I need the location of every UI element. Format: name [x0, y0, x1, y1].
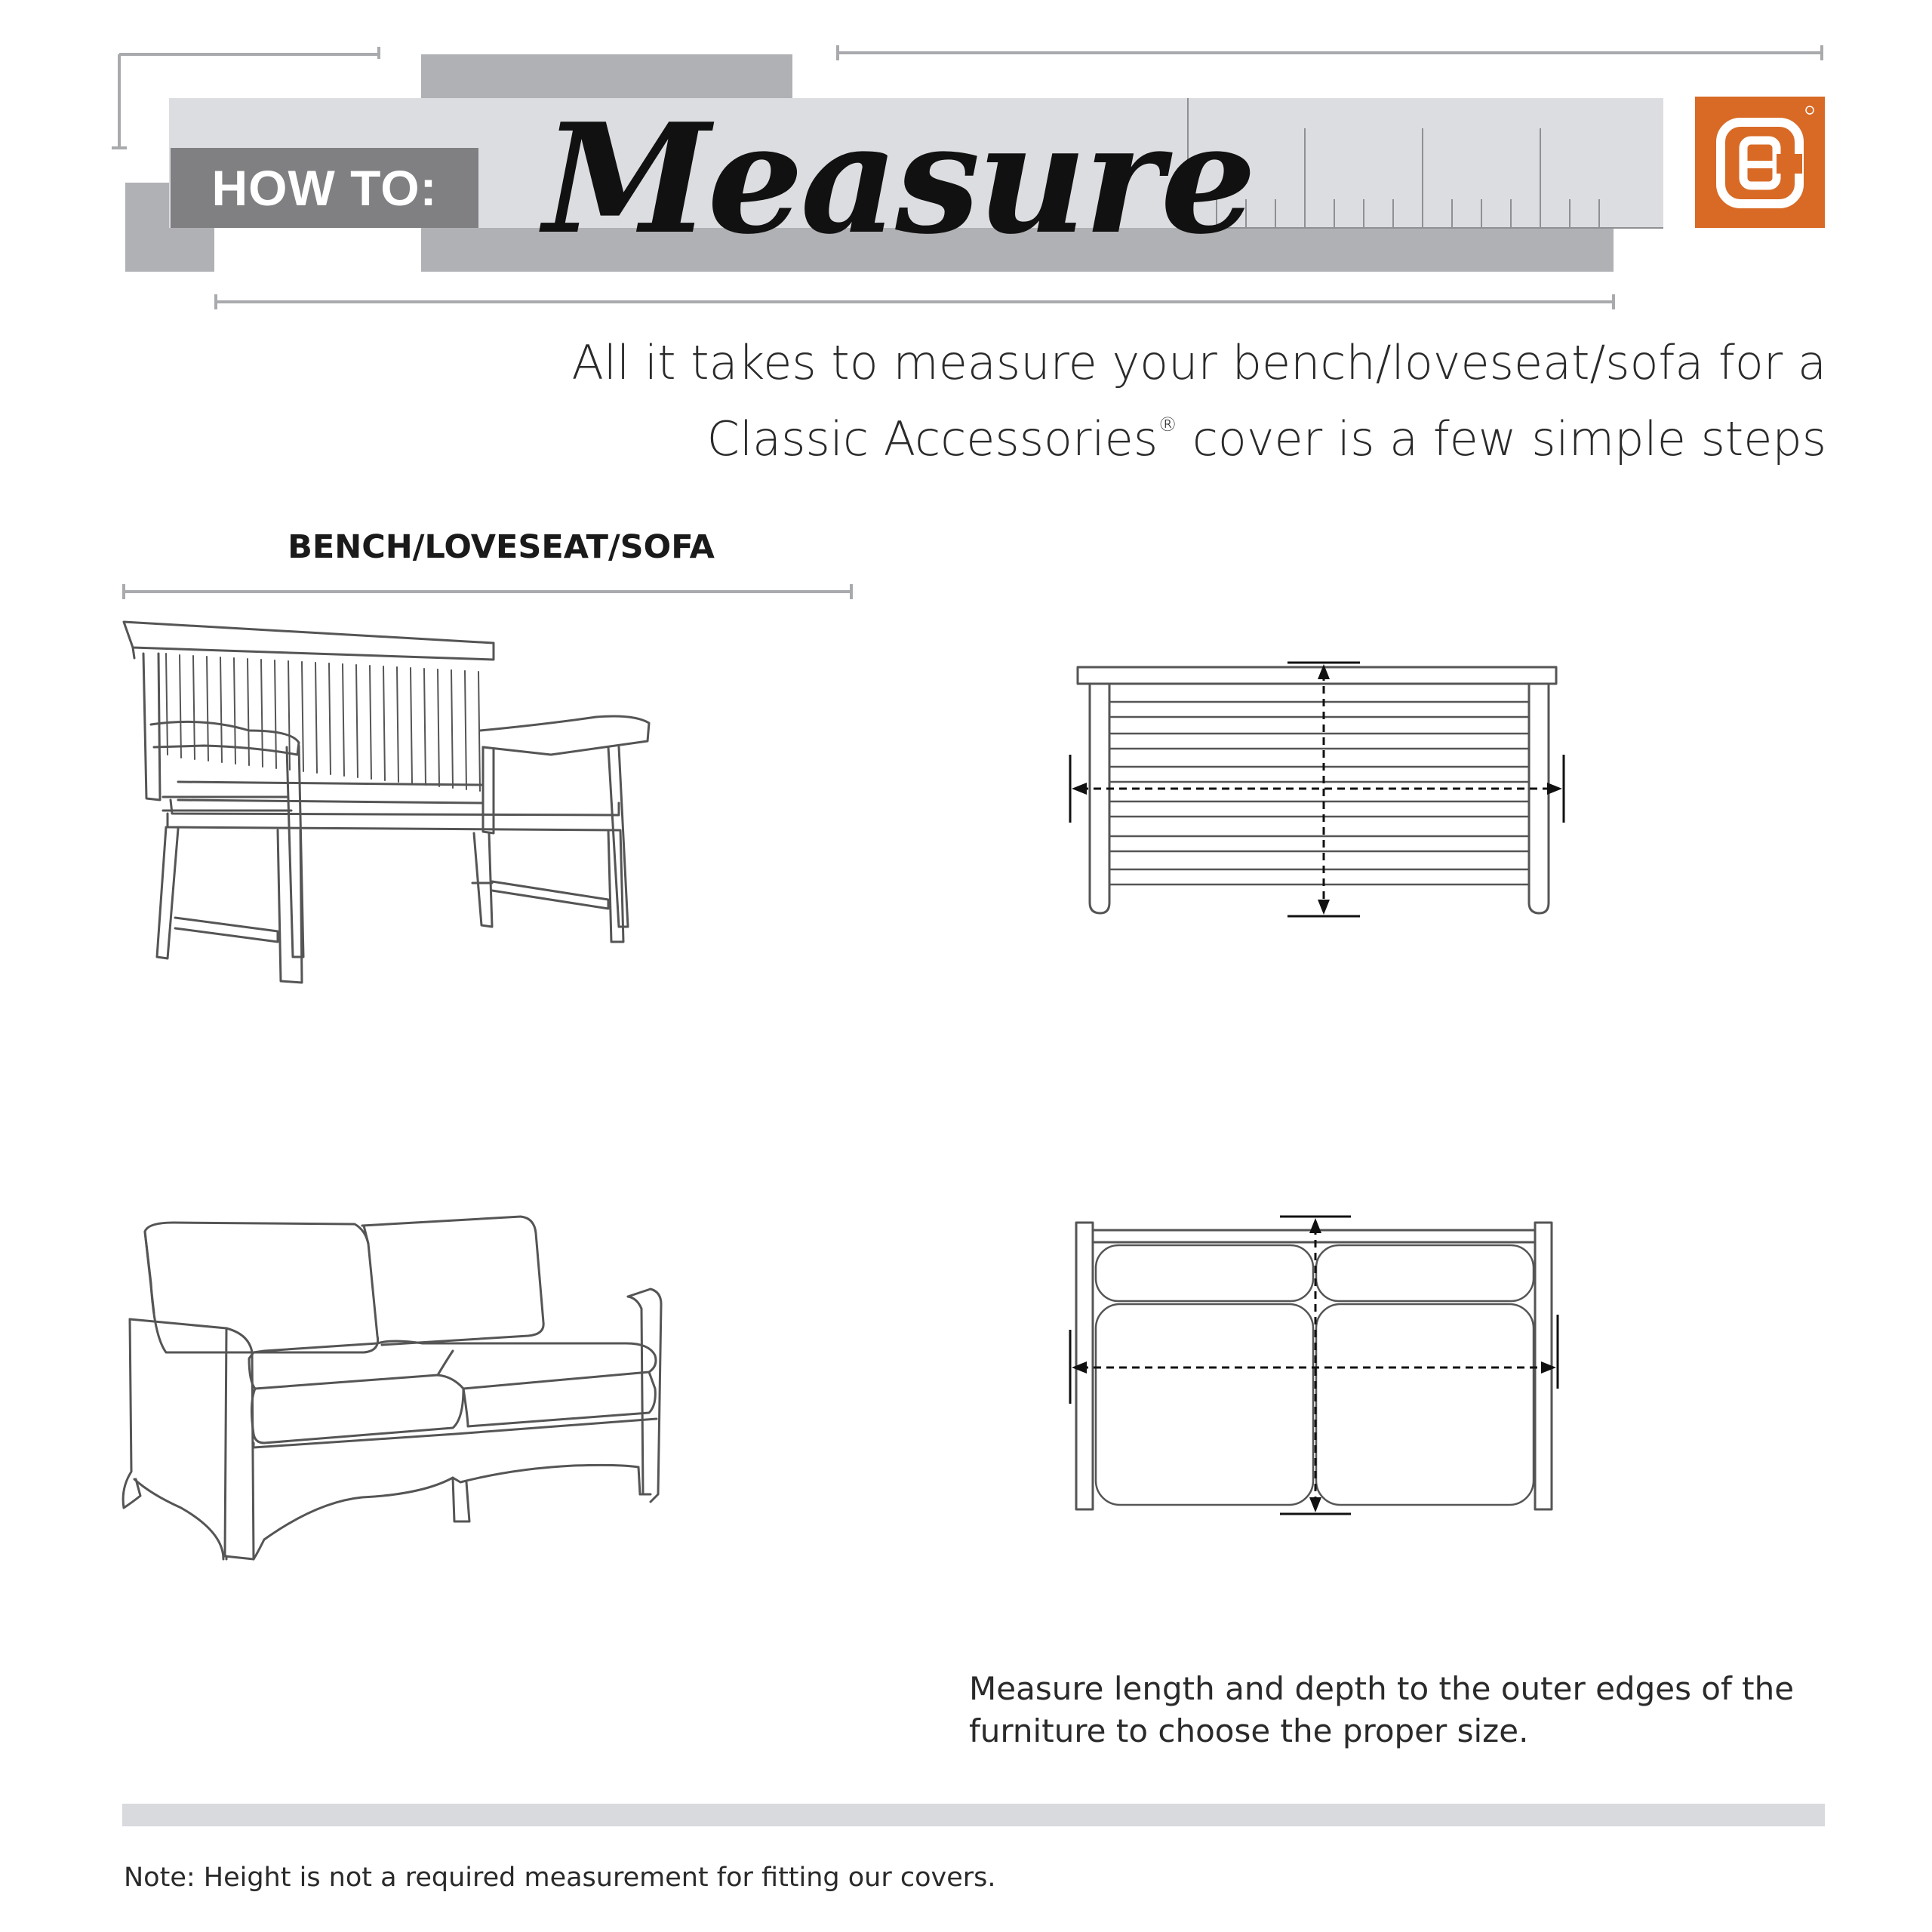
brand-logo-icon — [1695, 97, 1825, 228]
brand-name: Classic Accessories — [706, 411, 1158, 466]
registered-mark: ® — [1158, 414, 1178, 436]
intro-line-2-rest: cover is a few simple steps — [1177, 411, 1826, 466]
intro-line-2 — [453, 394, 1826, 470]
intro-line-1: All it takes to measure your bench/loveseat/sofa for a — [571, 335, 1826, 390]
footer-divider — [122, 1804, 1825, 1826]
page-title: Measure — [543, 91, 1254, 268]
intro-text — [453, 332, 1826, 470]
section-title: BENCH/LOVESEAT/SOFA — [288, 528, 715, 566]
brand-logo — [1695, 97, 1825, 228]
instructions-text: Measure length and depth to the outer edges of the furniture to choose the proper size. — [969, 1670, 1795, 1749]
footer-note: Note: Height is not a required measurement for fitting our covers. — [124, 1863, 996, 1893]
how-to-badge: HOW TO: — [171, 148, 478, 228]
